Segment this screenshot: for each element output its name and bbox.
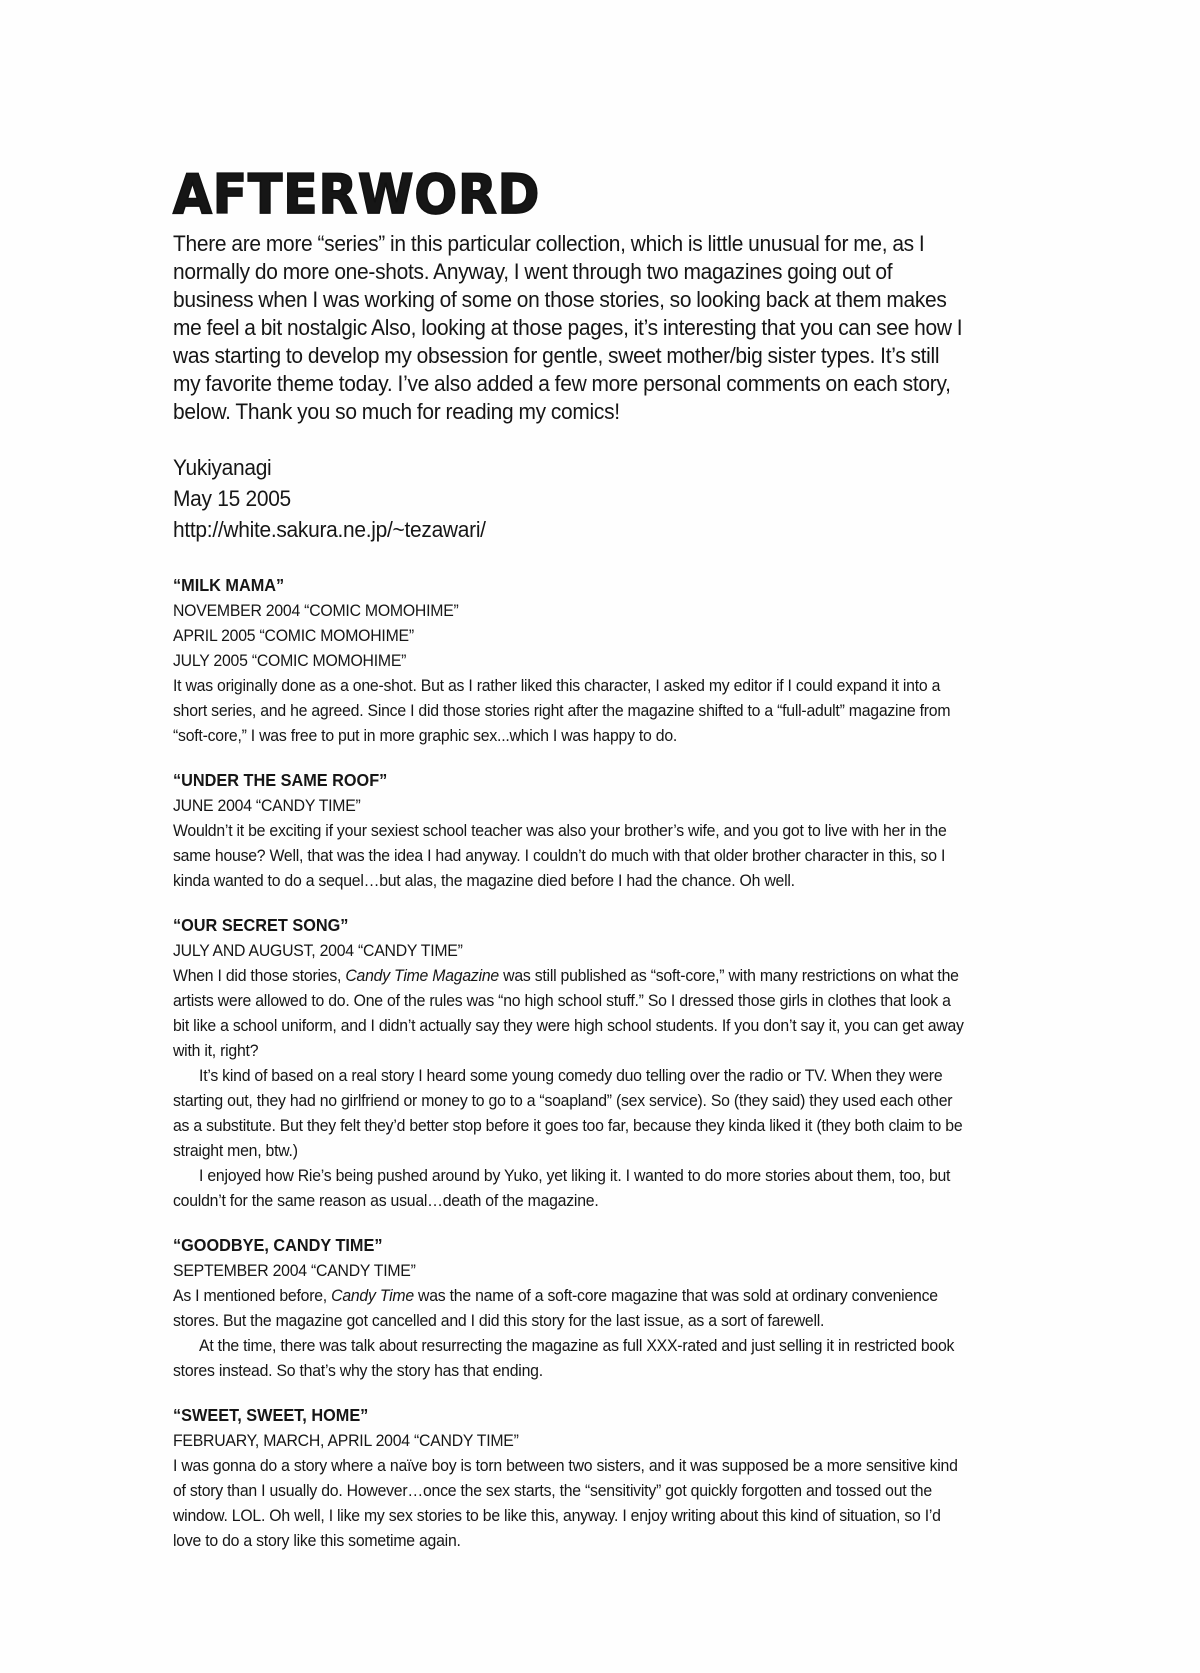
story-title: “OUR SECRET SONG”: [173, 915, 349, 935]
text-run: Wouldn’t it be exciting if your sexiest school teacher was also your brother’s wife, and you got to live with her in the same house? Well, that was the idea I had anyway. I couldn’t do much with that older brother character in this, so I kinda wanted to do a sequel…but alas, the magazine died before I had the chance. Oh well.: [173, 821, 947, 890]
story-comment: [173, 1063, 969, 1163]
story-comment: [173, 963, 969, 1063]
publication-credit: JULY AND AUGUST, 2004 “CANDY TIME”: [173, 941, 463, 960]
text-run: I enjoyed how Rie’s being pushed around by Yuko, yet liking it. I wanted to do more stories about them, too, but couldn’t for the same reason as usual…death of the magazine.: [173, 1166, 951, 1210]
story-comment: [173, 1333, 969, 1383]
story-title: “UNDER THE SAME ROOF”: [173, 770, 388, 790]
text-run: was the name of a soft-core magazine that was sold at ordinary convenience stores. But the magazine got cancelled and I did this story for the last issue, as a sort of farewell.: [173, 1286, 938, 1330]
publication-credit: SEPTEMBER 2004 “CANDY TIME”: [173, 1261, 416, 1280]
magazine-title-italic: Candy Time: [331, 1286, 414, 1305]
text-run: It’s kind of based on a real story I heard some young comedy duo telling over the radio or TV. When they were starting out, they had no girlfriend or money to go to a “soapland” (sex service). So (they said) they used each other as a substitute. But they felt they’d better stop before it goes too far, because they kinda liked it (they both claim to be straight men, btw.): [173, 1066, 963, 1160]
story-section: [173, 913, 969, 1213]
story-section: [173, 1233, 969, 1383]
story-comment: [173, 1163, 969, 1213]
page-title: AFTERWORD: [173, 163, 541, 226]
text-run: It was originally done as a one-shot. But as I rather liked this character, I asked my editor if I could expand it into a short series, and he agreed. Since I did those stories right after the magazine shifted to a “full-adult” magazine from “soft-core,” I was free to put in more graphic sex...which I was happy to do.: [173, 676, 951, 745]
publication-credit: JUNE 2004 “CANDY TIME”: [173, 796, 361, 815]
story-title: “MILK MAMA”: [173, 575, 285, 595]
publication-credit: NOVEMBER 2004 “COMIC MOMOHIME”: [173, 601, 459, 620]
publish-date: May 15 2005: [173, 486, 291, 511]
publication-credit: APRIL 2005 “COMIC MOMOHIME”: [173, 626, 414, 645]
story-comment: [173, 1283, 969, 1333]
story-title: “SWEET, SWEET, HOME”: [173, 1405, 369, 1425]
story-comment: [173, 1453, 969, 1553]
signature-block: [173, 452, 969, 545]
story-section: [173, 573, 969, 748]
text-run: When I did those stories,: [173, 966, 346, 985]
afterword-page: [173, 163, 969, 1553]
text-run: As I mentioned before,: [173, 1286, 332, 1305]
magazine-title-italic: Candy Time Magazine: [345, 966, 499, 985]
story-comment: [173, 818, 969, 893]
website-url: http://white.sakura.ne.jp/~tezawari/: [173, 517, 486, 542]
story-section: [173, 1403, 969, 1553]
publication-credit: FEBRUARY, MARCH, APRIL 2004 “CANDY TIME”: [173, 1431, 519, 1450]
story-comment: [173, 673, 969, 748]
publication-credit: JULY 2005 “COMIC MOMOHIME”: [173, 651, 407, 670]
text-run: was still published as “soft-core,” with many restrictions on what the artists were allowed to do. One of the rules was “no high school stuff.” So I dressed those girls in clothes that look a bit like a school uniform, and I didn’t actually say they were high school students. If you don’t say it, you can get away with it, right?: [173, 966, 964, 1060]
intro-paragraph: There are more “series” in this particular collection, which is little unusual for me, as I normally do more one-shots. Anyway, I went through two magazines going out of business when I was working of some on those stories, so looking back at them makes me feel a bit nostalgic Also, looking at those pages, it’s interesting that you can see how I was starting to develop my obsession for gentle, sweet mother/big sister types. It’s still my favorite theme today. I’ve also added a few more personal comments on each story, below. Thank you so much for reading my comics!: [173, 231, 963, 424]
story-notes-list: [173, 573, 969, 1553]
story-section: [173, 768, 969, 893]
text-run: At the time, there was talk about resurrecting the magazine as full XXX-rated and just selling it in restricted book stores instead. So that’s why the story has that ending.: [173, 1336, 955, 1380]
story-title: “GOODBYE, CANDY TIME”: [173, 1235, 383, 1255]
author-name: Yukiyanagi: [173, 455, 272, 480]
text-run: I was gonna do a story where a naïve boy is torn between two sisters, and it was supposed be a more sensitive kind of story than I usually do. However…once the sex starts, the “sensitivity” got quickly forgotten and tossed out the window. LOL. Oh well, I like my sex stories to be like this, anyway. I enjoy writing about this kind of situation, so I’d love to do a story like this sometime again.: [173, 1456, 958, 1550]
